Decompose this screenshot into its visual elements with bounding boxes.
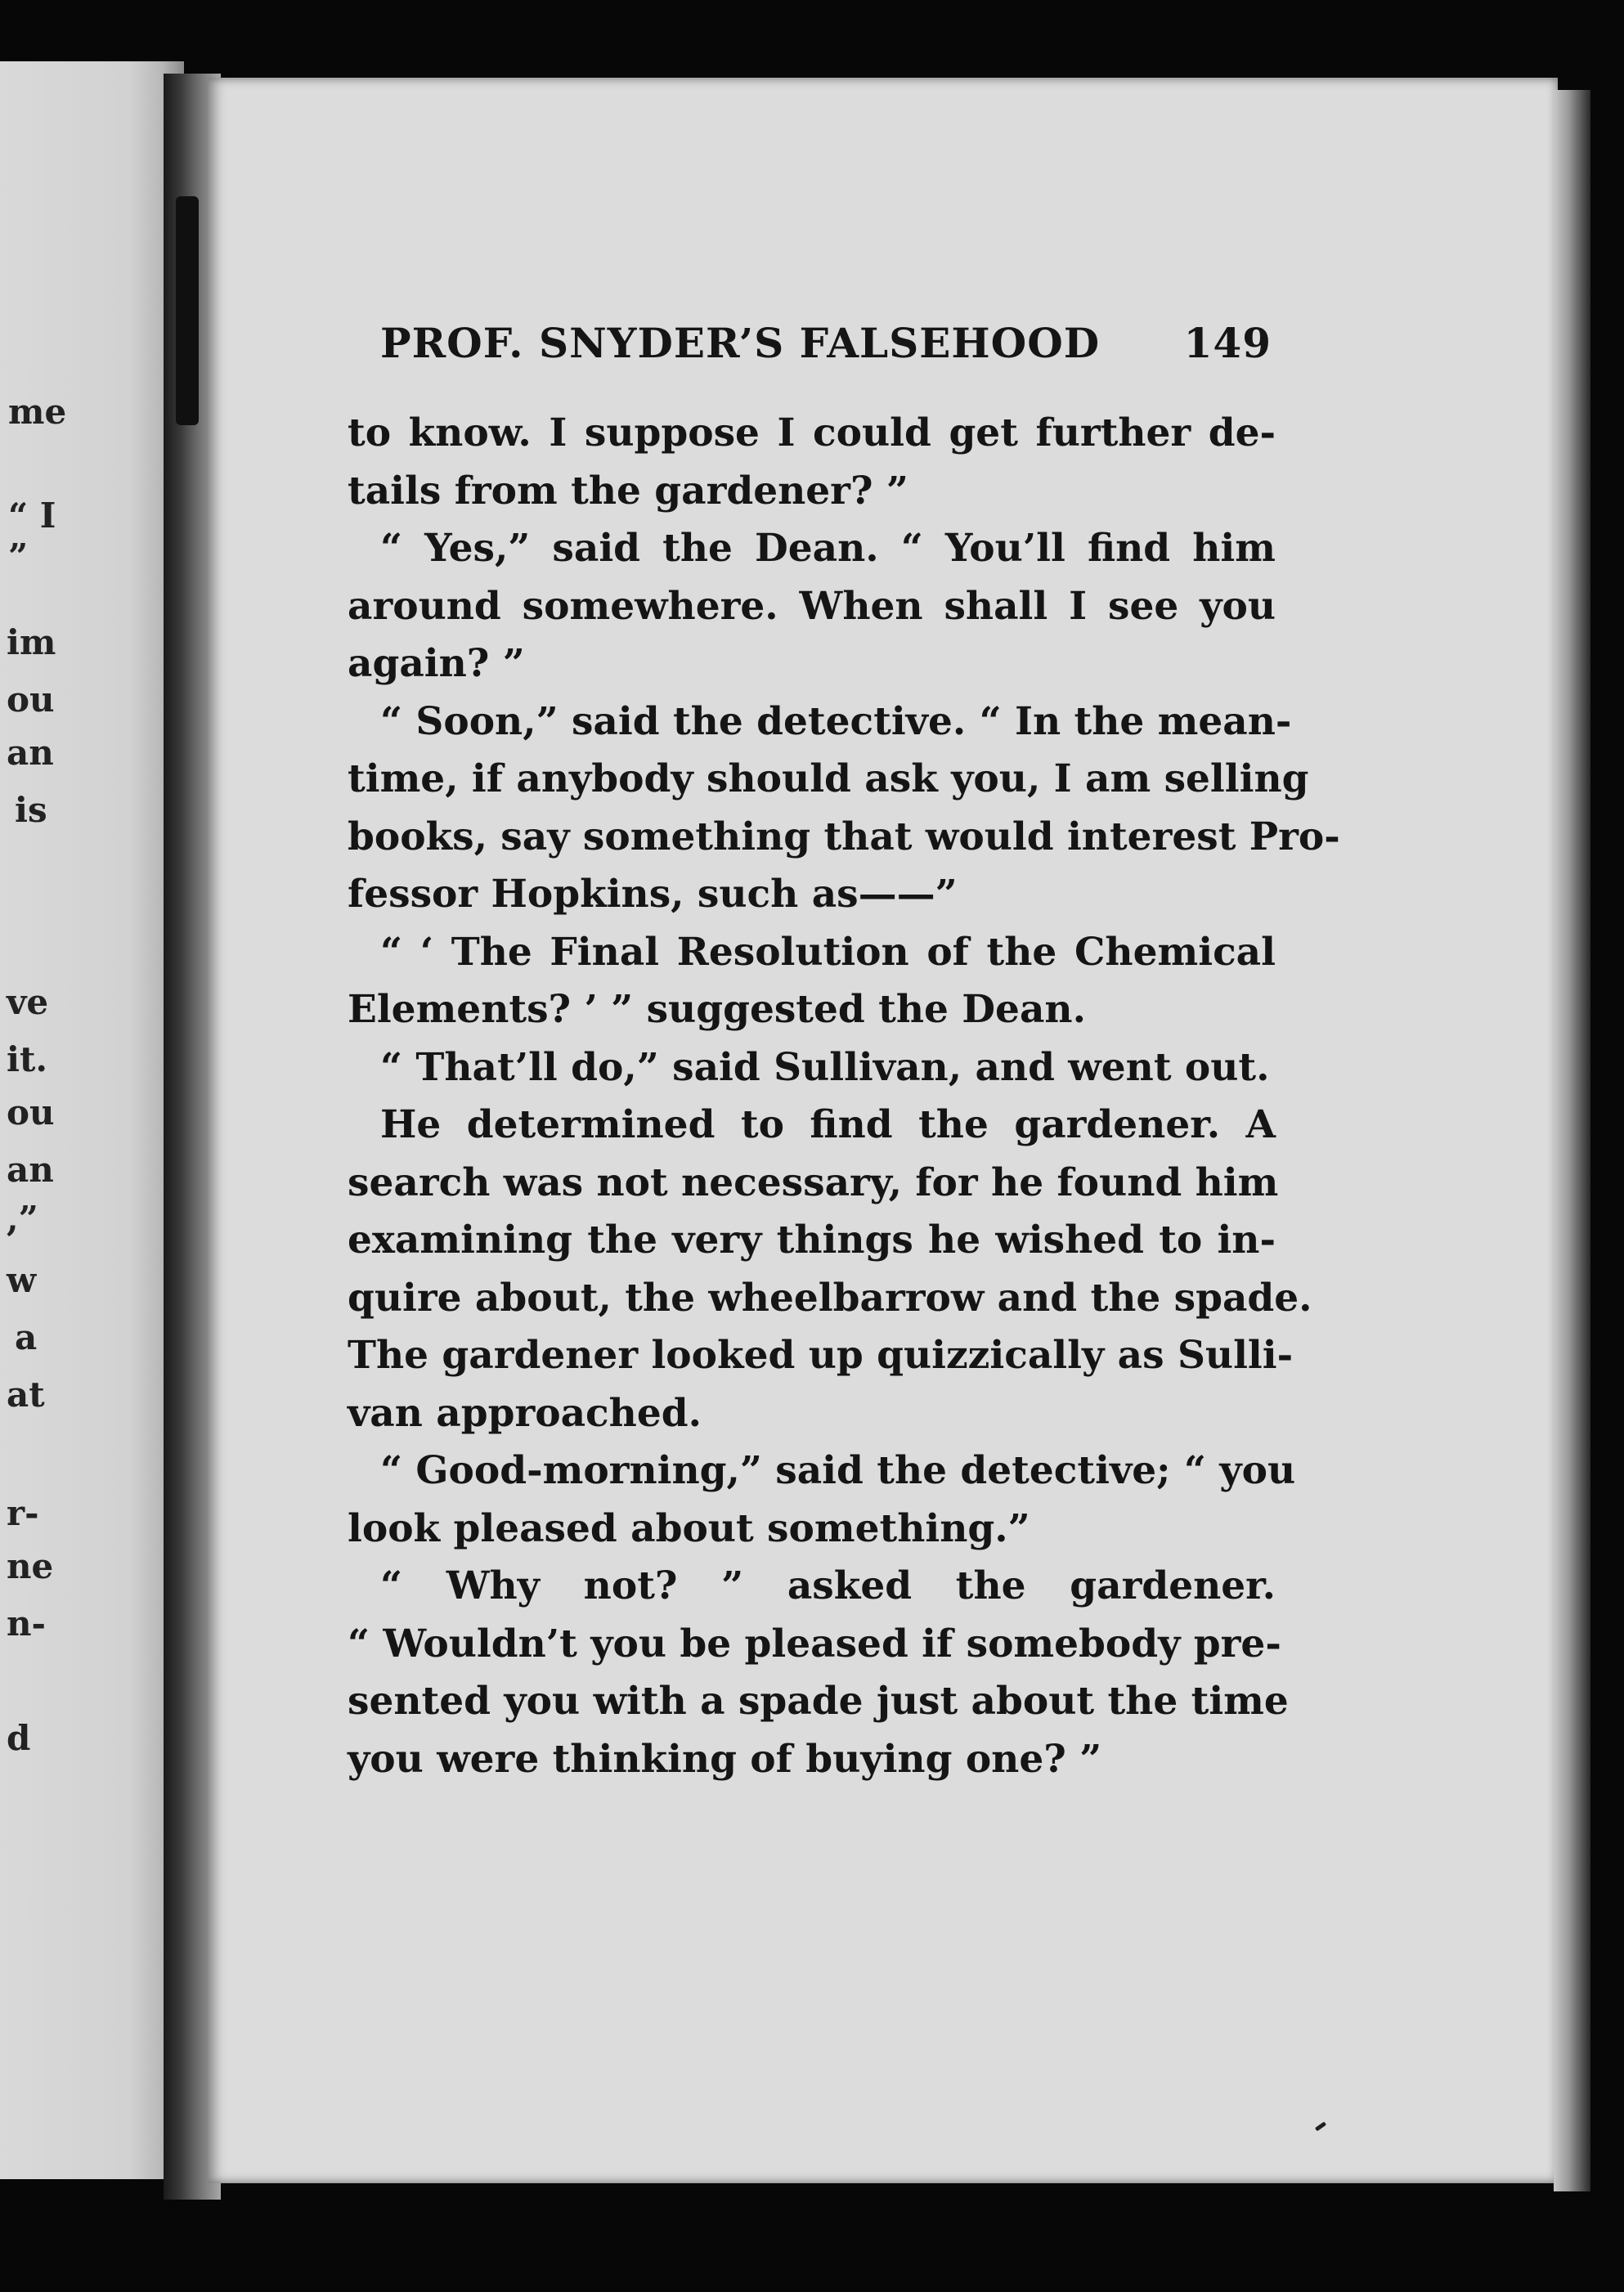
text-line: He determined to find the gardener. A xyxy=(380,1102,1276,1147)
text-line: look pleased about something.” xyxy=(348,1505,1030,1551)
edge-fragment: “ I xyxy=(8,496,56,536)
edge-fragment: me xyxy=(8,392,67,432)
edge-fragment: r- xyxy=(7,1493,39,1533)
text-line: “ ‘ The Final Resolution of the Chemical xyxy=(380,929,1276,975)
edge-fragment: is xyxy=(15,790,47,830)
text-line: time, if anybody should ask you, I am selling xyxy=(348,756,1309,801)
gutter-shadow xyxy=(176,196,199,425)
page-number: 149 xyxy=(1183,319,1272,367)
edge-fragment: d xyxy=(7,1718,31,1758)
edge-fragment: ve xyxy=(7,982,49,1022)
text-line: quire about, the wheelbarrow and the spade. xyxy=(348,1275,1312,1321)
text-line: examining the very things he wished to in- xyxy=(348,1218,1276,1263)
text-line: “ Good-morning,” said the detective; “ you xyxy=(380,1448,1296,1493)
page-edge xyxy=(1554,90,1590,2191)
edge-fragment: an xyxy=(7,733,54,773)
edge-fragment: ,” xyxy=(7,1199,38,1239)
edge-fragment: ou xyxy=(7,680,55,720)
text-line: around somewhere. When shall I see you xyxy=(348,583,1276,629)
edge-fragment: ne xyxy=(7,1546,54,1586)
edge-fragment: it. xyxy=(7,1039,47,1079)
running-header xyxy=(380,319,1272,368)
text-line: books, say something that would interest Pro- xyxy=(348,814,1340,859)
edge-fragment: im xyxy=(7,622,56,662)
edge-fragment: w xyxy=(7,1260,37,1300)
text-line: “ Why not? ” asked the gardener. xyxy=(380,1563,1276,1608)
text-line: “ Wouldn’t you be pleased if somebody pre- xyxy=(348,1621,1281,1666)
edge-fragment: ou xyxy=(7,1092,55,1133)
text-line: van approached. xyxy=(348,1390,702,1436)
text-line: tails from the gardener? ” xyxy=(348,468,908,514)
running-title: PROF. SNYDER’S FALSEHOOD xyxy=(380,319,1101,367)
edge-fragment: at xyxy=(7,1375,45,1415)
text-line: “ That’ll do,” said Sullivan, and went out. xyxy=(380,1044,1270,1090)
text-line: again? ” xyxy=(348,641,525,686)
text-line: Elements? ’ ” suggested the Dean. xyxy=(348,987,1086,1032)
text-line: The gardener looked up quizzically as Sulli- xyxy=(348,1333,1294,1378)
edge-fragment: n- xyxy=(7,1604,46,1644)
previous-page-edge-text xyxy=(0,61,184,2179)
edge-fragment: ” xyxy=(8,536,29,576)
text-line: “ Yes,” said the Dean. “ You’ll find him xyxy=(380,526,1276,571)
edge-fragment: a xyxy=(15,1317,38,1357)
text-line: to know. I suppose I could get further de- xyxy=(348,410,1276,455)
page-body xyxy=(348,405,1340,1788)
text-line: search was not necessary, for he found him xyxy=(348,1159,1279,1205)
text-line: “ Soon,” said the detective. “ In the mean- xyxy=(380,698,1292,744)
previous-page xyxy=(0,61,184,2179)
text-line: sented you with a spade just about the time xyxy=(348,1679,1289,1724)
edge-fragment: an xyxy=(7,1150,54,1190)
text-line: you were thinking of buying one? ” xyxy=(348,1736,1102,1782)
text-line: fessor Hopkins, such as——” xyxy=(348,872,958,917)
